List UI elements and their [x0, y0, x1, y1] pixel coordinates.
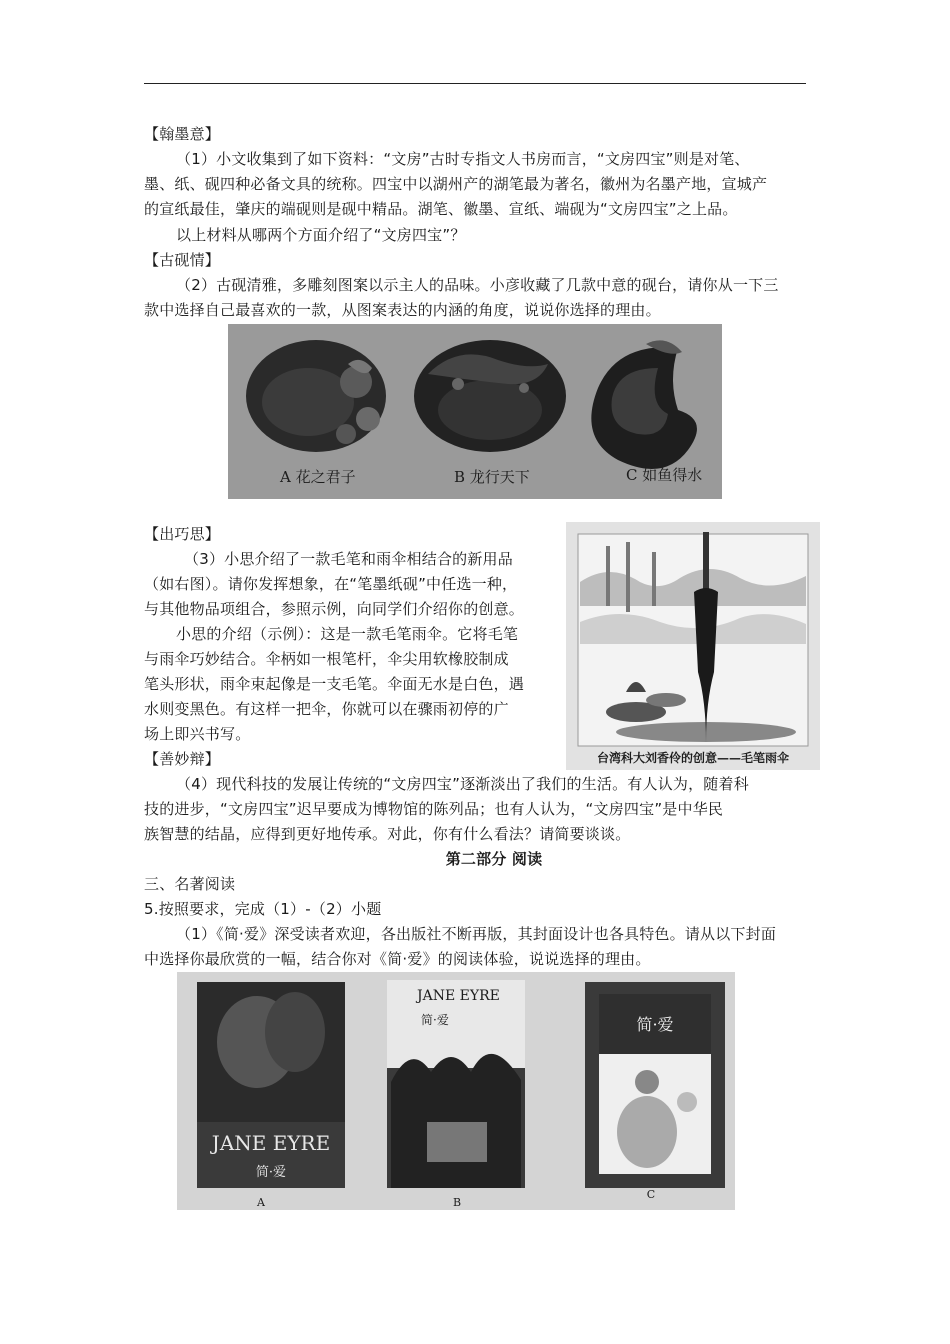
q3-line-6: 笔头形状，雨伞束起像是一支毛笔。伞面无水是白色，遇	[144, 675, 525, 693]
q1-line-1: （1）小文收集到了如下资料：“文房”古时专指文人书房而言，“文房四宝”则是对笔、	[176, 150, 750, 168]
q3-line-7: 水则变黑色。有这样一把伞，你就可以在骤雨初停的广	[144, 700, 509, 718]
inkstone-a	[246, 340, 386, 452]
umbrella-caption: 台湾科大刘香伶的创意——毛笔雨伞	[596, 751, 790, 765]
heading-shanmiaobian: 【善妙辩】	[144, 750, 221, 768]
cover-b-title-cn: 简·爱	[421, 1013, 449, 1027]
cover-a-title-cn: 简·爱	[255, 1165, 287, 1180]
cover-a-label: A	[257, 1196, 265, 1209]
cover-b-title-en: JANE EYRE	[417, 988, 500, 1004]
part2-subtitle: 三、名著阅读	[144, 875, 236, 893]
q1-line-3: 的宣纸最佳，肇庆的端砚则是砚中精品。湖笔、徽墨、宣纸、端砚为“文房四宝”之上品。	[144, 200, 738, 218]
q3-line-8: 场上即兴书写。	[144, 725, 251, 743]
caption-b: B 龙行天下	[454, 468, 530, 486]
cover-c-title-cn: 简·爱	[636, 1015, 674, 1034]
q5-stem: 5.按照要求，完成（1）-（2）小题	[144, 900, 382, 918]
cover-c	[585, 982, 725, 1201]
heading-chuqiaosi: 【出巧思】	[144, 525, 221, 543]
inkstone-illustration	[228, 324, 722, 499]
brush-umbrella-poster	[566, 522, 820, 770]
q3-line-5: 与雨伞巧妙结合。伞柄如一根笔杆，伞尖用软橡胶制成	[144, 650, 509, 668]
cover-c-label: C	[646, 1188, 656, 1201]
q4-line-2: 技的进步，“文房四宝”迟早要成为博物馆的陈列品；也有人认为，“文房四宝”是中华民	[144, 800, 724, 818]
q4-line-3: 族智慧的结晶，应得到更好地传承。对此，你有什么看法？请简要谈谈。	[144, 825, 631, 843]
part2-title: 第二部分 阅读	[445, 850, 543, 868]
q3-line-4: 小思的介绍（示例）：这是一款毛笔雨伞。它将毛笔	[176, 625, 519, 643]
q5-1-line-2: 中选择你最欣赏的一幅，结合你对《简·爱》的阅读体验，说说选择的理由。	[144, 950, 651, 968]
q2-line-1: （2）古砚清雅，多雕刻图案以示主人的品味。小彦收藏了几款中意的砚台，请你从一下三	[176, 276, 779, 294]
inkstone-photo	[228, 324, 722, 499]
q3-line-3: 与其他物品项组合，参照示例，向同学们介绍你的创意。	[144, 600, 525, 618]
caption-c: C 如鱼得水	[626, 466, 703, 484]
q5-1-line-1: （1）《简·爱》深受读者欢迎，各出版社不断再版，其封面设计也各具特色。请从以下封面	[176, 925, 777, 943]
heading-hanmoyi: 【翰墨意】	[144, 125, 221, 143]
caption-a: A 花之君子	[280, 468, 356, 486]
header-rule	[144, 83, 806, 84]
q2-line-2: 款中选择自己最喜欢的一款，从图案表达的内涵的角度，说说你选择的理由。	[144, 301, 661, 319]
cover-a-title-en: JANE EYRE	[211, 1131, 331, 1155]
cover-b	[387, 980, 525, 1209]
cover-a	[197, 982, 345, 1209]
umbrella-illustration	[566, 522, 820, 770]
cover-b-label: B	[452, 1196, 462, 1209]
covers-illustration	[177, 972, 735, 1210]
q3-line-1: （3）小思介绍了一款毛笔和雨伞相结合的新用品	[184, 550, 513, 568]
q4-line-1: （4）现代科技的发展让传统的“文房四宝”逐渐淡出了我们的生活。有人认为，随着科	[176, 775, 749, 793]
jane-eyre-covers-photo	[177, 972, 735, 1210]
q3-line-2: （如右图）。请你发挥想象，在“笔墨纸砚”中任选一种，	[144, 575, 518, 593]
q1-line-4: 以上材料从哪两个方面介绍了“文房四宝”？	[176, 226, 466, 244]
inkstone-b	[414, 340, 566, 452]
heading-guyanqing: 【古砚情】	[144, 251, 221, 269]
q1-line-2: 墨、纸、砚四种必备文具的统称。四宝中以湖州产的湖笔最为著名，徽州为名墨产地，宣城产	[144, 175, 768, 193]
